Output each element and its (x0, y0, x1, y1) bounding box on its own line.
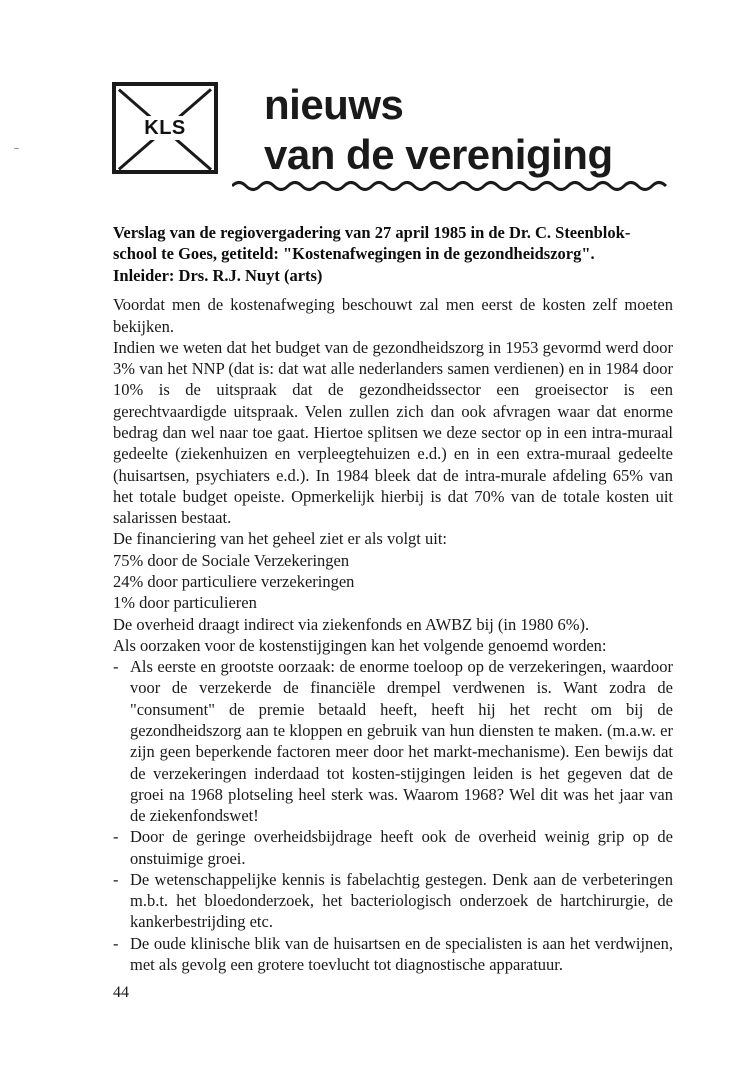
wavy-divider-icon (232, 178, 672, 192)
financing-item-private-insurance: 24% door particuliere verzekeringen (113, 571, 355, 591)
headline-line-2: school te Goes, getiteld: "Kostenafwegingen in de gezondheidszorg". (113, 244, 595, 264)
article-body (113, 222, 673, 975)
masthead-title-line2: van de vereniging (264, 131, 613, 178)
paragraph-intro: Voordat men de kostenafweging beschouwt zal men eerst de kosten zelf moeten bekijken. (113, 295, 673, 336)
kls-logo-label: KLS (139, 116, 191, 140)
list-bullet-marker: - (113, 827, 119, 847)
page-number: 44 (113, 984, 129, 1001)
list-bullet-marker: - (113, 869, 119, 889)
financing-item-private: 1% door particulieren (113, 593, 257, 613)
list-item-text: De wetenschappelijke kennis is fabelachtig gestegen. Denk aan de verbeteringen m.b.t. het bloedonderzoek, het bacteriologisch onderzoek de hartchirurgie, de kankerbestrijding etc. (130, 869, 673, 932)
paragraph-budget: Indien we weten dat het budget van de gezondheidszorg in 1953 gevormd werd door 3% van het NNP (dat is: dat wat alle nederlanders samen verdienen) en in 1984 door 10% is de uitspraak dat de gezondheidssector een groeisector is een gerechtvaardigde uitspraak. Velen zullen zich dan ook afvragen waar dat enorme bedrag dan wel naar toe gaat. Hiertoe splitsen we deze sector op in een intra-muraal gedeelte (ziekenhuizen en verpleegtehuizen e.d.) en in een extra-muraal gedeelte (huisartsen, psychiaters e.d.). In 1984 bleek dat de intra-murale afdeling 65% van het totale budget opeiste. Opmerkelijk hierbij is dat 70% van de totale kosten uit salarissen bestaat. (113, 337, 673, 528)
paragraph-causes-intro: Als oorzaken voor de kostenstijgingen kan het volgende genoemd worden: (113, 635, 607, 655)
causes-list (113, 656, 673, 975)
masthead-title-line1: nieuws (264, 81, 404, 128)
financing-list (113, 550, 673, 614)
paragraph-government: De overheid draagt indirect via ziekenfonds en AWBZ bij (in 1980 6%). (113, 614, 590, 634)
list-item-text: Als eerste en grootste oorzaak: de enorme toeloop op de verzekeringen, waardoor voor de verzekerde de financiële drempel verdwenen is. Want zodra de "consument" de premie betaald heeft, heeft hij het recht om bij de gezondheidszorg aan te kloppen en gebruik van hun diensten te maken. (m.a.w. er zijn geen beperkende factoren meer door het markt-mechanisme). Een bewijs dat de verzekeringen inderdaad tot kosten-stijgingen leiden is het gegeven dat de groei na 1968 plotseling heel sterk was. Waarom 1968? Wel dit was het jaar van de ziekenfondswet! (130, 657, 673, 826)
list-item-text: De oude klinische blik van de huisartsen en de specialisten is aan het verdwijnen, met als gevolg een grotere toevlucht tot diagnostische apparatuur. (130, 933, 673, 975)
list-item (113, 933, 673, 976)
article-headline (113, 222, 673, 286)
headline-line-3: Inleider: Drs. R.J. Nuyt (arts) (113, 265, 323, 285)
list-item (113, 656, 673, 826)
kls-logo-icon (112, 82, 218, 174)
list-item (113, 826, 673, 869)
masthead-title (264, 78, 674, 176)
list-item-text: Door de geringe overheidsbijdrage heeft ook de overheid weinig grip op de onstuimige groei. (130, 827, 673, 868)
list-item (113, 869, 673, 933)
paragraph-financing-intro: De financiering van het geheel ziet er als volgt uit: (113, 529, 447, 549)
page-edge-mark (14, 148, 19, 149)
headline-line-1: Verslag van de regiovergadering van 27 april 1985 in de Dr. C. Steenblok- (113, 223, 631, 242)
list-bullet-marker: - (113, 933, 119, 953)
list-bullet-marker: - (113, 657, 119, 677)
financing-item-social: 75% door de Sociale Verzekeringen (113, 550, 350, 570)
